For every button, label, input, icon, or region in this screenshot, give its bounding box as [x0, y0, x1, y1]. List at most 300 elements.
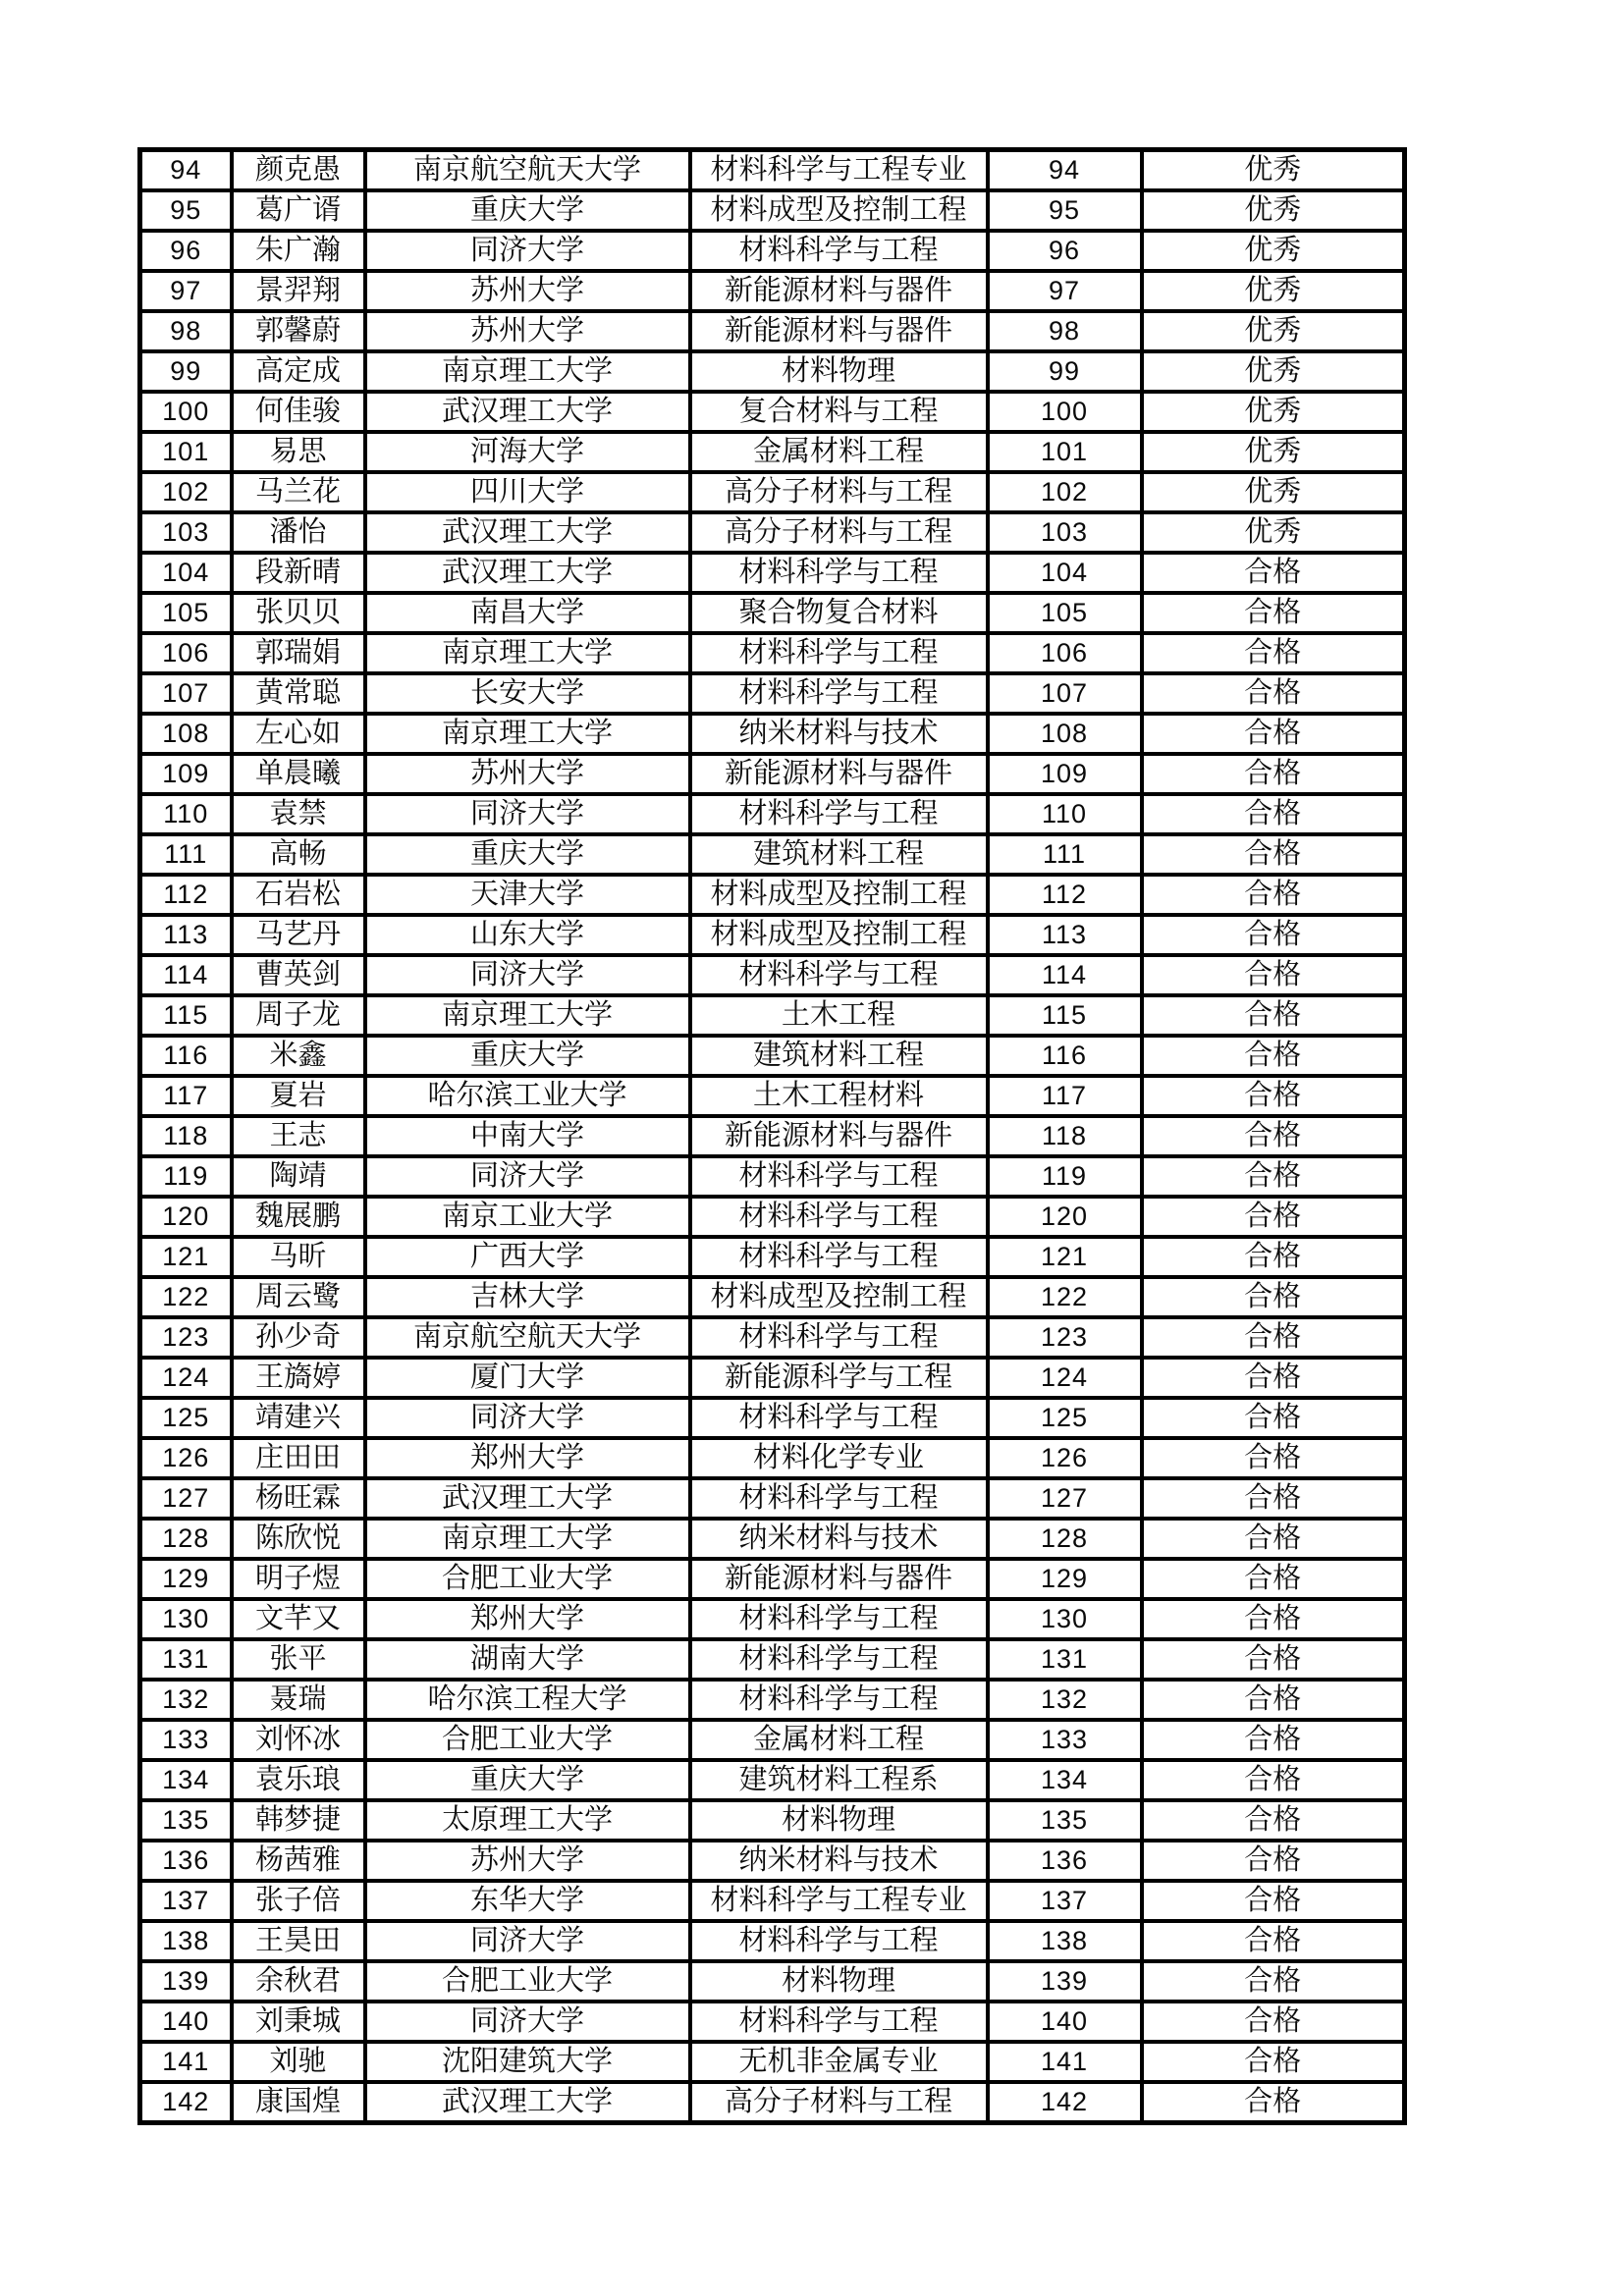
- grade-cell: 合格: [1142, 1720, 1405, 1760]
- table-row: [140, 714, 1405, 754]
- grade-cell: 合格: [1142, 2002, 1405, 2042]
- table-row: [140, 2042, 1405, 2082]
- major-cell: 高分子材料与工程: [690, 472, 988, 512]
- index-repeat-cell: 108: [988, 714, 1142, 754]
- index-cell: 141: [140, 2042, 232, 2082]
- major-cell: 建筑材料工程: [690, 1036, 988, 1076]
- index-cell: 94: [140, 150, 232, 191]
- index-cell: 97: [140, 271, 232, 311]
- index-cell: 128: [140, 1519, 232, 1559]
- index-repeat-cell: 101: [988, 432, 1142, 472]
- grade-cell: 合格: [1142, 2082, 1405, 2123]
- index-cell: 98: [140, 311, 232, 351]
- university-cell: 南京航空航天大学: [365, 150, 690, 191]
- major-cell: 纳米材料与技术: [690, 714, 988, 754]
- student-name-cell: 米鑫: [232, 1036, 365, 1076]
- index-cell: 105: [140, 593, 232, 633]
- university-cell: 太原理工大学: [365, 1800, 690, 1841]
- university-cell: 武汉理工大学: [365, 2082, 690, 2123]
- index-repeat-cell: 121: [988, 1237, 1142, 1277]
- major-cell: 材料物理: [690, 1961, 988, 2002]
- student-name-cell: 单晨曦: [232, 754, 365, 794]
- university-cell: 同济大学: [365, 2002, 690, 2042]
- index-cell: 111: [140, 834, 232, 875]
- table-row: [140, 1237, 1405, 1277]
- major-cell: 材料科学与工程: [690, 1921, 988, 1961]
- student-name-cell: 周子龙: [232, 995, 365, 1036]
- index-repeat-cell: 115: [988, 995, 1142, 1036]
- grade-cell: 合格: [1142, 794, 1405, 834]
- university-cell: 重庆大学: [365, 1036, 690, 1076]
- index-repeat-cell: 137: [988, 1881, 1142, 1921]
- grade-cell: 合格: [1142, 1599, 1405, 1639]
- index-cell: 123: [140, 1317, 232, 1358]
- student-name-cell: 孙少奇: [232, 1317, 365, 1358]
- index-repeat-cell: 105: [988, 593, 1142, 633]
- table-row: [140, 472, 1405, 512]
- university-cell: 长安大学: [365, 673, 690, 714]
- table-row: [140, 1841, 1405, 1881]
- index-repeat-cell: 109: [988, 754, 1142, 794]
- index-cell: 133: [140, 1720, 232, 1760]
- grade-cell: 优秀: [1142, 190, 1405, 231]
- grade-cell: 优秀: [1142, 231, 1405, 271]
- university-cell: 哈尔滨工程大学: [365, 1680, 690, 1720]
- index-repeat-cell: 110: [988, 794, 1142, 834]
- table-row: [140, 1317, 1405, 1358]
- major-cell: 新能源材料与器件: [690, 311, 988, 351]
- grade-cell: 合格: [1142, 1156, 1405, 1197]
- grade-cell: 合格: [1142, 1036, 1405, 1076]
- table-row: [140, 1197, 1405, 1237]
- major-cell: 材料科学与工程: [690, 2002, 988, 2042]
- index-repeat-cell: 123: [988, 1317, 1142, 1358]
- grade-cell: 合格: [1142, 875, 1405, 915]
- major-cell: 新能源材料与器件: [690, 1559, 988, 1599]
- index-cell: 118: [140, 1116, 232, 1156]
- university-cell: 武汉理工大学: [365, 1478, 690, 1519]
- table-row: [140, 1076, 1405, 1116]
- table-row: [140, 150, 1405, 191]
- index-cell: 99: [140, 351, 232, 392]
- university-cell: 同济大学: [365, 1398, 690, 1438]
- index-repeat-cell: 132: [988, 1680, 1142, 1720]
- table-row: [140, 1800, 1405, 1841]
- major-cell: 材料科学与工程专业: [690, 150, 988, 191]
- index-repeat-cell: 97: [988, 271, 1142, 311]
- grade-cell: 合格: [1142, 1317, 1405, 1358]
- student-name-cell: 潘怡: [232, 512, 365, 553]
- university-cell: 武汉理工大学: [365, 553, 690, 593]
- table-row: [140, 1036, 1405, 1076]
- university-cell: 郑州大学: [365, 1599, 690, 1639]
- index-repeat-cell: 139: [988, 1961, 1142, 2002]
- index-repeat-cell: 96: [988, 231, 1142, 271]
- university-cell: 湖南大学: [365, 1639, 690, 1680]
- index-cell: 112: [140, 875, 232, 915]
- index-repeat-cell: 98: [988, 311, 1142, 351]
- university-cell: 合肥工业大学: [365, 1961, 690, 2002]
- index-cell: 124: [140, 1358, 232, 1398]
- index-cell: 137: [140, 1881, 232, 1921]
- index-repeat-cell: 102: [988, 472, 1142, 512]
- major-cell: 材料科学与工程: [690, 1156, 988, 1197]
- index-repeat-cell: 141: [988, 2042, 1142, 2082]
- table-row: [140, 311, 1405, 351]
- grade-cell: 优秀: [1142, 512, 1405, 553]
- index-cell: 103: [140, 512, 232, 553]
- university-cell: 武汉理工大学: [365, 512, 690, 553]
- table-row: [140, 190, 1405, 231]
- table-row: [140, 1277, 1405, 1317]
- university-cell: 山东大学: [365, 915, 690, 955]
- student-name-cell: 张子倍: [232, 1881, 365, 1921]
- student-name-cell: 杨旺霖: [232, 1478, 365, 1519]
- student-name-cell: 王志: [232, 1116, 365, 1156]
- table-row: [140, 271, 1405, 311]
- university-cell: 吉林大学: [365, 1277, 690, 1317]
- student-name-cell: 聂瑞: [232, 1680, 365, 1720]
- table-row: [140, 1478, 1405, 1519]
- table-body: [140, 150, 1405, 2123]
- index-repeat-cell: 106: [988, 633, 1142, 673]
- table-row: [140, 1358, 1405, 1398]
- index-repeat-cell: 112: [988, 875, 1142, 915]
- student-name-cell: 明子煜: [232, 1559, 365, 1599]
- major-cell: 无机非金属专业: [690, 2042, 988, 2082]
- major-cell: 材料科学与工程: [690, 673, 988, 714]
- index-repeat-cell: 126: [988, 1438, 1142, 1478]
- table-row: [140, 1438, 1405, 1478]
- student-name-cell: 易思: [232, 432, 365, 472]
- student-name-cell: 张平: [232, 1639, 365, 1680]
- index-cell: 95: [140, 190, 232, 231]
- index-repeat-cell: 124: [988, 1358, 1142, 1398]
- major-cell: 材料科学与工程: [690, 1237, 988, 1277]
- student-name-cell: 曹英剑: [232, 955, 365, 995]
- university-cell: 同济大学: [365, 794, 690, 834]
- grade-cell: 合格: [1142, 1237, 1405, 1277]
- university-cell: 南京理工大学: [365, 351, 690, 392]
- student-name-cell: 高畅: [232, 834, 365, 875]
- table-row: [140, 754, 1405, 794]
- index-cell: 101: [140, 432, 232, 472]
- grade-cell: 合格: [1142, 1277, 1405, 1317]
- index-cell: 140: [140, 2002, 232, 2042]
- major-cell: 材料科学与工程: [690, 794, 988, 834]
- index-cell: 121: [140, 1237, 232, 1277]
- index-cell: 139: [140, 1961, 232, 2002]
- student-name-cell: 何佳骏: [232, 392, 365, 432]
- student-name-cell: 郭馨蔚: [232, 311, 365, 351]
- major-cell: 材料科学与工程: [690, 1599, 988, 1639]
- grade-cell: 合格: [1142, 1197, 1405, 1237]
- index-cell: 135: [140, 1800, 232, 1841]
- university-cell: 东华大学: [365, 1881, 690, 1921]
- major-cell: 材料成型及控制工程: [690, 915, 988, 955]
- grade-cell: 合格: [1142, 593, 1405, 633]
- index-cell: 119: [140, 1156, 232, 1197]
- major-cell: 材料科学与工程: [690, 553, 988, 593]
- university-cell: 南昌大学: [365, 593, 690, 633]
- table-row: [140, 794, 1405, 834]
- university-cell: 哈尔滨工业大学: [365, 1076, 690, 1116]
- student-name-cell: 夏岩: [232, 1076, 365, 1116]
- table-row: [140, 1519, 1405, 1559]
- index-repeat-cell: 119: [988, 1156, 1142, 1197]
- grade-cell: 合格: [1142, 1358, 1405, 1398]
- index-cell: 125: [140, 1398, 232, 1438]
- university-cell: 南京理工大学: [365, 995, 690, 1036]
- index-cell: 129: [140, 1559, 232, 1599]
- student-name-cell: 高定成: [232, 351, 365, 392]
- major-cell: 建筑材料工程系: [690, 1760, 988, 1800]
- university-cell: 广西大学: [365, 1237, 690, 1277]
- university-cell: 天津大学: [365, 875, 690, 915]
- table-row: [140, 915, 1405, 955]
- university-cell: 同济大学: [365, 1156, 690, 1197]
- index-repeat-cell: 94: [988, 150, 1142, 191]
- grade-cell: 合格: [1142, 1438, 1405, 1478]
- index-cell: 104: [140, 553, 232, 593]
- student-name-cell: 靖建兴: [232, 1398, 365, 1438]
- table-row: [140, 1680, 1405, 1720]
- student-name-cell: 周云鹭: [232, 1277, 365, 1317]
- table-row: [140, 1116, 1405, 1156]
- major-cell: 复合材料与工程: [690, 392, 988, 432]
- university-cell: 河海大学: [365, 432, 690, 472]
- index-repeat-cell: 128: [988, 1519, 1142, 1559]
- grade-cell: 优秀: [1142, 351, 1405, 392]
- grade-cell: 合格: [1142, 915, 1405, 955]
- grade-cell: 合格: [1142, 1639, 1405, 1680]
- table-row: [140, 955, 1405, 995]
- university-cell: 苏州大学: [365, 1841, 690, 1881]
- table-row: [140, 553, 1405, 593]
- university-cell: 同济大学: [365, 231, 690, 271]
- major-cell: 材料成型及控制工程: [690, 190, 988, 231]
- student-name-cell: 张贝贝: [232, 593, 365, 633]
- grade-cell: 优秀: [1142, 432, 1405, 472]
- grade-cell: 合格: [1142, 1961, 1405, 2002]
- major-cell: 材料科学与工程: [690, 231, 988, 271]
- student-name-cell: 刘驰: [232, 2042, 365, 2082]
- index-cell: 108: [140, 714, 232, 754]
- index-cell: 122: [140, 1277, 232, 1317]
- student-name-cell: 刘怀冰: [232, 1720, 365, 1760]
- table-row: [140, 633, 1405, 673]
- major-cell: 高分子材料与工程: [690, 2082, 988, 2123]
- table-row: [140, 1881, 1405, 1921]
- grade-cell: 优秀: [1142, 392, 1405, 432]
- student-name-cell: 魏展鹏: [232, 1197, 365, 1237]
- table-row: [140, 432, 1405, 472]
- table-row: [140, 1639, 1405, 1680]
- index-cell: 136: [140, 1841, 232, 1881]
- student-name-cell: 颜克愚: [232, 150, 365, 191]
- university-cell: 南京理工大学: [365, 633, 690, 673]
- index-repeat-cell: 131: [988, 1639, 1142, 1680]
- grade-cell: 合格: [1142, 553, 1405, 593]
- index-cell: 131: [140, 1639, 232, 1680]
- major-cell: 材料科学与工程: [690, 1639, 988, 1680]
- university-cell: 南京工业大学: [365, 1197, 690, 1237]
- university-cell: 沈阳建筑大学: [365, 2042, 690, 2082]
- university-cell: 四川大学: [365, 472, 690, 512]
- major-cell: 纳米材料与技术: [690, 1841, 988, 1881]
- major-cell: 材料化学专业: [690, 1438, 988, 1478]
- major-cell: 材料科学与工程专业: [690, 1881, 988, 1921]
- grade-cell: 合格: [1142, 1116, 1405, 1156]
- grade-cell: 合格: [1142, 673, 1405, 714]
- index-repeat-cell: 95: [988, 190, 1142, 231]
- table-row: [140, 875, 1405, 915]
- grade-cell: 合格: [1142, 1398, 1405, 1438]
- table-row: [140, 593, 1405, 633]
- index-repeat-cell: 118: [988, 1116, 1142, 1156]
- index-cell: 127: [140, 1478, 232, 1519]
- grade-cell: 合格: [1142, 1076, 1405, 1116]
- grade-cell: 合格: [1142, 955, 1405, 995]
- student-name-cell: 刘秉城: [232, 2002, 365, 2042]
- university-cell: 厦门大学: [365, 1358, 690, 1398]
- major-cell: 材料科学与工程: [690, 1680, 988, 1720]
- student-name-cell: 王昊田: [232, 1921, 365, 1961]
- index-cell: 134: [140, 1760, 232, 1800]
- university-cell: 苏州大学: [365, 271, 690, 311]
- grade-cell: 优秀: [1142, 150, 1405, 191]
- grade-cell: 合格: [1142, 714, 1405, 754]
- table-row: [140, 1961, 1405, 2002]
- table-row: [140, 673, 1405, 714]
- student-name-cell: 左心如: [232, 714, 365, 754]
- index-repeat-cell: 136: [988, 1841, 1142, 1881]
- major-cell: 金属材料工程: [690, 432, 988, 472]
- university-cell: 重庆大学: [365, 190, 690, 231]
- student-name-cell: 石岩松: [232, 875, 365, 915]
- major-cell: 建筑材料工程: [690, 834, 988, 875]
- major-cell: 材料科学与工程: [690, 1317, 988, 1358]
- index-repeat-cell: 134: [988, 1760, 1142, 1800]
- major-cell: 纳米材料与技术: [690, 1519, 988, 1559]
- index-cell: 116: [140, 1036, 232, 1076]
- student-name-cell: 文芊又: [232, 1599, 365, 1639]
- index-repeat-cell: 104: [988, 553, 1142, 593]
- grade-cell: 合格: [1142, 995, 1405, 1036]
- index-repeat-cell: 130: [988, 1599, 1142, 1639]
- table-row: [140, 1398, 1405, 1438]
- table-row: [140, 1156, 1405, 1197]
- university-cell: 中南大学: [365, 1116, 690, 1156]
- student-name-cell: 陈欣悦: [232, 1519, 365, 1559]
- student-name-cell: 马艺丹: [232, 915, 365, 955]
- grade-cell: 合格: [1142, 2042, 1405, 2082]
- index-repeat-cell: 142: [988, 2082, 1142, 2123]
- major-cell: 材料科学与工程: [690, 1197, 988, 1237]
- table-row: [140, 1720, 1405, 1760]
- major-cell: 材料成型及控制工程: [690, 875, 988, 915]
- table-row: [140, 1599, 1405, 1639]
- index-cell: 106: [140, 633, 232, 673]
- student-name-cell: 陶靖: [232, 1156, 365, 1197]
- index-repeat-cell: 114: [988, 955, 1142, 995]
- major-cell: 新能源材料与器件: [690, 271, 988, 311]
- university-cell: 苏州大学: [365, 311, 690, 351]
- index-cell: 110: [140, 794, 232, 834]
- table-row: [140, 2082, 1405, 2123]
- university-cell: 南京航空航天大学: [365, 1317, 690, 1358]
- index-cell: 117: [140, 1076, 232, 1116]
- major-cell: 土木工程: [690, 995, 988, 1036]
- table-row: [140, 1760, 1405, 1800]
- university-cell: 重庆大学: [365, 1760, 690, 1800]
- student-name-cell: 袁禁: [232, 794, 365, 834]
- index-cell: 138: [140, 1921, 232, 1961]
- major-cell: 新能源材料与器件: [690, 1116, 988, 1156]
- grade-cell: 合格: [1142, 1760, 1405, 1800]
- student-name-cell: 葛广谞: [232, 190, 365, 231]
- index-cell: 114: [140, 955, 232, 995]
- university-cell: 南京理工大学: [365, 1519, 690, 1559]
- major-cell: 新能源科学与工程: [690, 1358, 988, 1398]
- grade-cell: 合格: [1142, 834, 1405, 875]
- index-repeat-cell: 140: [988, 2002, 1142, 2042]
- student-name-cell: 杨茜雅: [232, 1841, 365, 1881]
- student-name-cell: 段新晴: [232, 553, 365, 593]
- major-cell: 材料科学与工程: [690, 1478, 988, 1519]
- grade-cell: 优秀: [1142, 472, 1405, 512]
- index-repeat-cell: 100: [988, 392, 1142, 432]
- grade-cell: 合格: [1142, 1680, 1405, 1720]
- index-cell: 96: [140, 231, 232, 271]
- grade-cell: 优秀: [1142, 271, 1405, 311]
- grade-cell: 合格: [1142, 1881, 1405, 1921]
- grade-cell: 合格: [1142, 1841, 1405, 1881]
- index-cell: 115: [140, 995, 232, 1036]
- table-row: [140, 995, 1405, 1036]
- index-repeat-cell: 125: [988, 1398, 1142, 1438]
- table-row: [140, 834, 1405, 875]
- major-cell: 材料物理: [690, 351, 988, 392]
- university-cell: 郑州大学: [365, 1438, 690, 1478]
- university-cell: 苏州大学: [365, 754, 690, 794]
- grade-cell: 合格: [1142, 633, 1405, 673]
- table-row: [140, 2002, 1405, 2042]
- index-repeat-cell: 113: [988, 915, 1142, 955]
- index-cell: 107: [140, 673, 232, 714]
- index-repeat-cell: 103: [988, 512, 1142, 553]
- student-name-cell: 余秋君: [232, 1961, 365, 2002]
- student-name-cell: 郭瑞娟: [232, 633, 365, 673]
- grade-cell: 合格: [1142, 1478, 1405, 1519]
- index-repeat-cell: 111: [988, 834, 1142, 875]
- index-cell: 109: [140, 754, 232, 794]
- major-cell: 材料成型及控制工程: [690, 1277, 988, 1317]
- student-name-cell: 马兰花: [232, 472, 365, 512]
- index-repeat-cell: 99: [988, 351, 1142, 392]
- index-cell: 130: [140, 1599, 232, 1639]
- student-name-cell: 康国煌: [232, 2082, 365, 2123]
- student-name-cell: 黄常聪: [232, 673, 365, 714]
- university-cell: 合肥工业大学: [365, 1559, 690, 1599]
- table-row: [140, 1559, 1405, 1599]
- major-cell: 聚合物复合材料: [690, 593, 988, 633]
- index-cell: 142: [140, 2082, 232, 2123]
- index-cell: 120: [140, 1197, 232, 1237]
- grade-cell: 合格: [1142, 1921, 1405, 1961]
- index-cell: 126: [140, 1438, 232, 1478]
- major-cell: 材料科学与工程: [690, 955, 988, 995]
